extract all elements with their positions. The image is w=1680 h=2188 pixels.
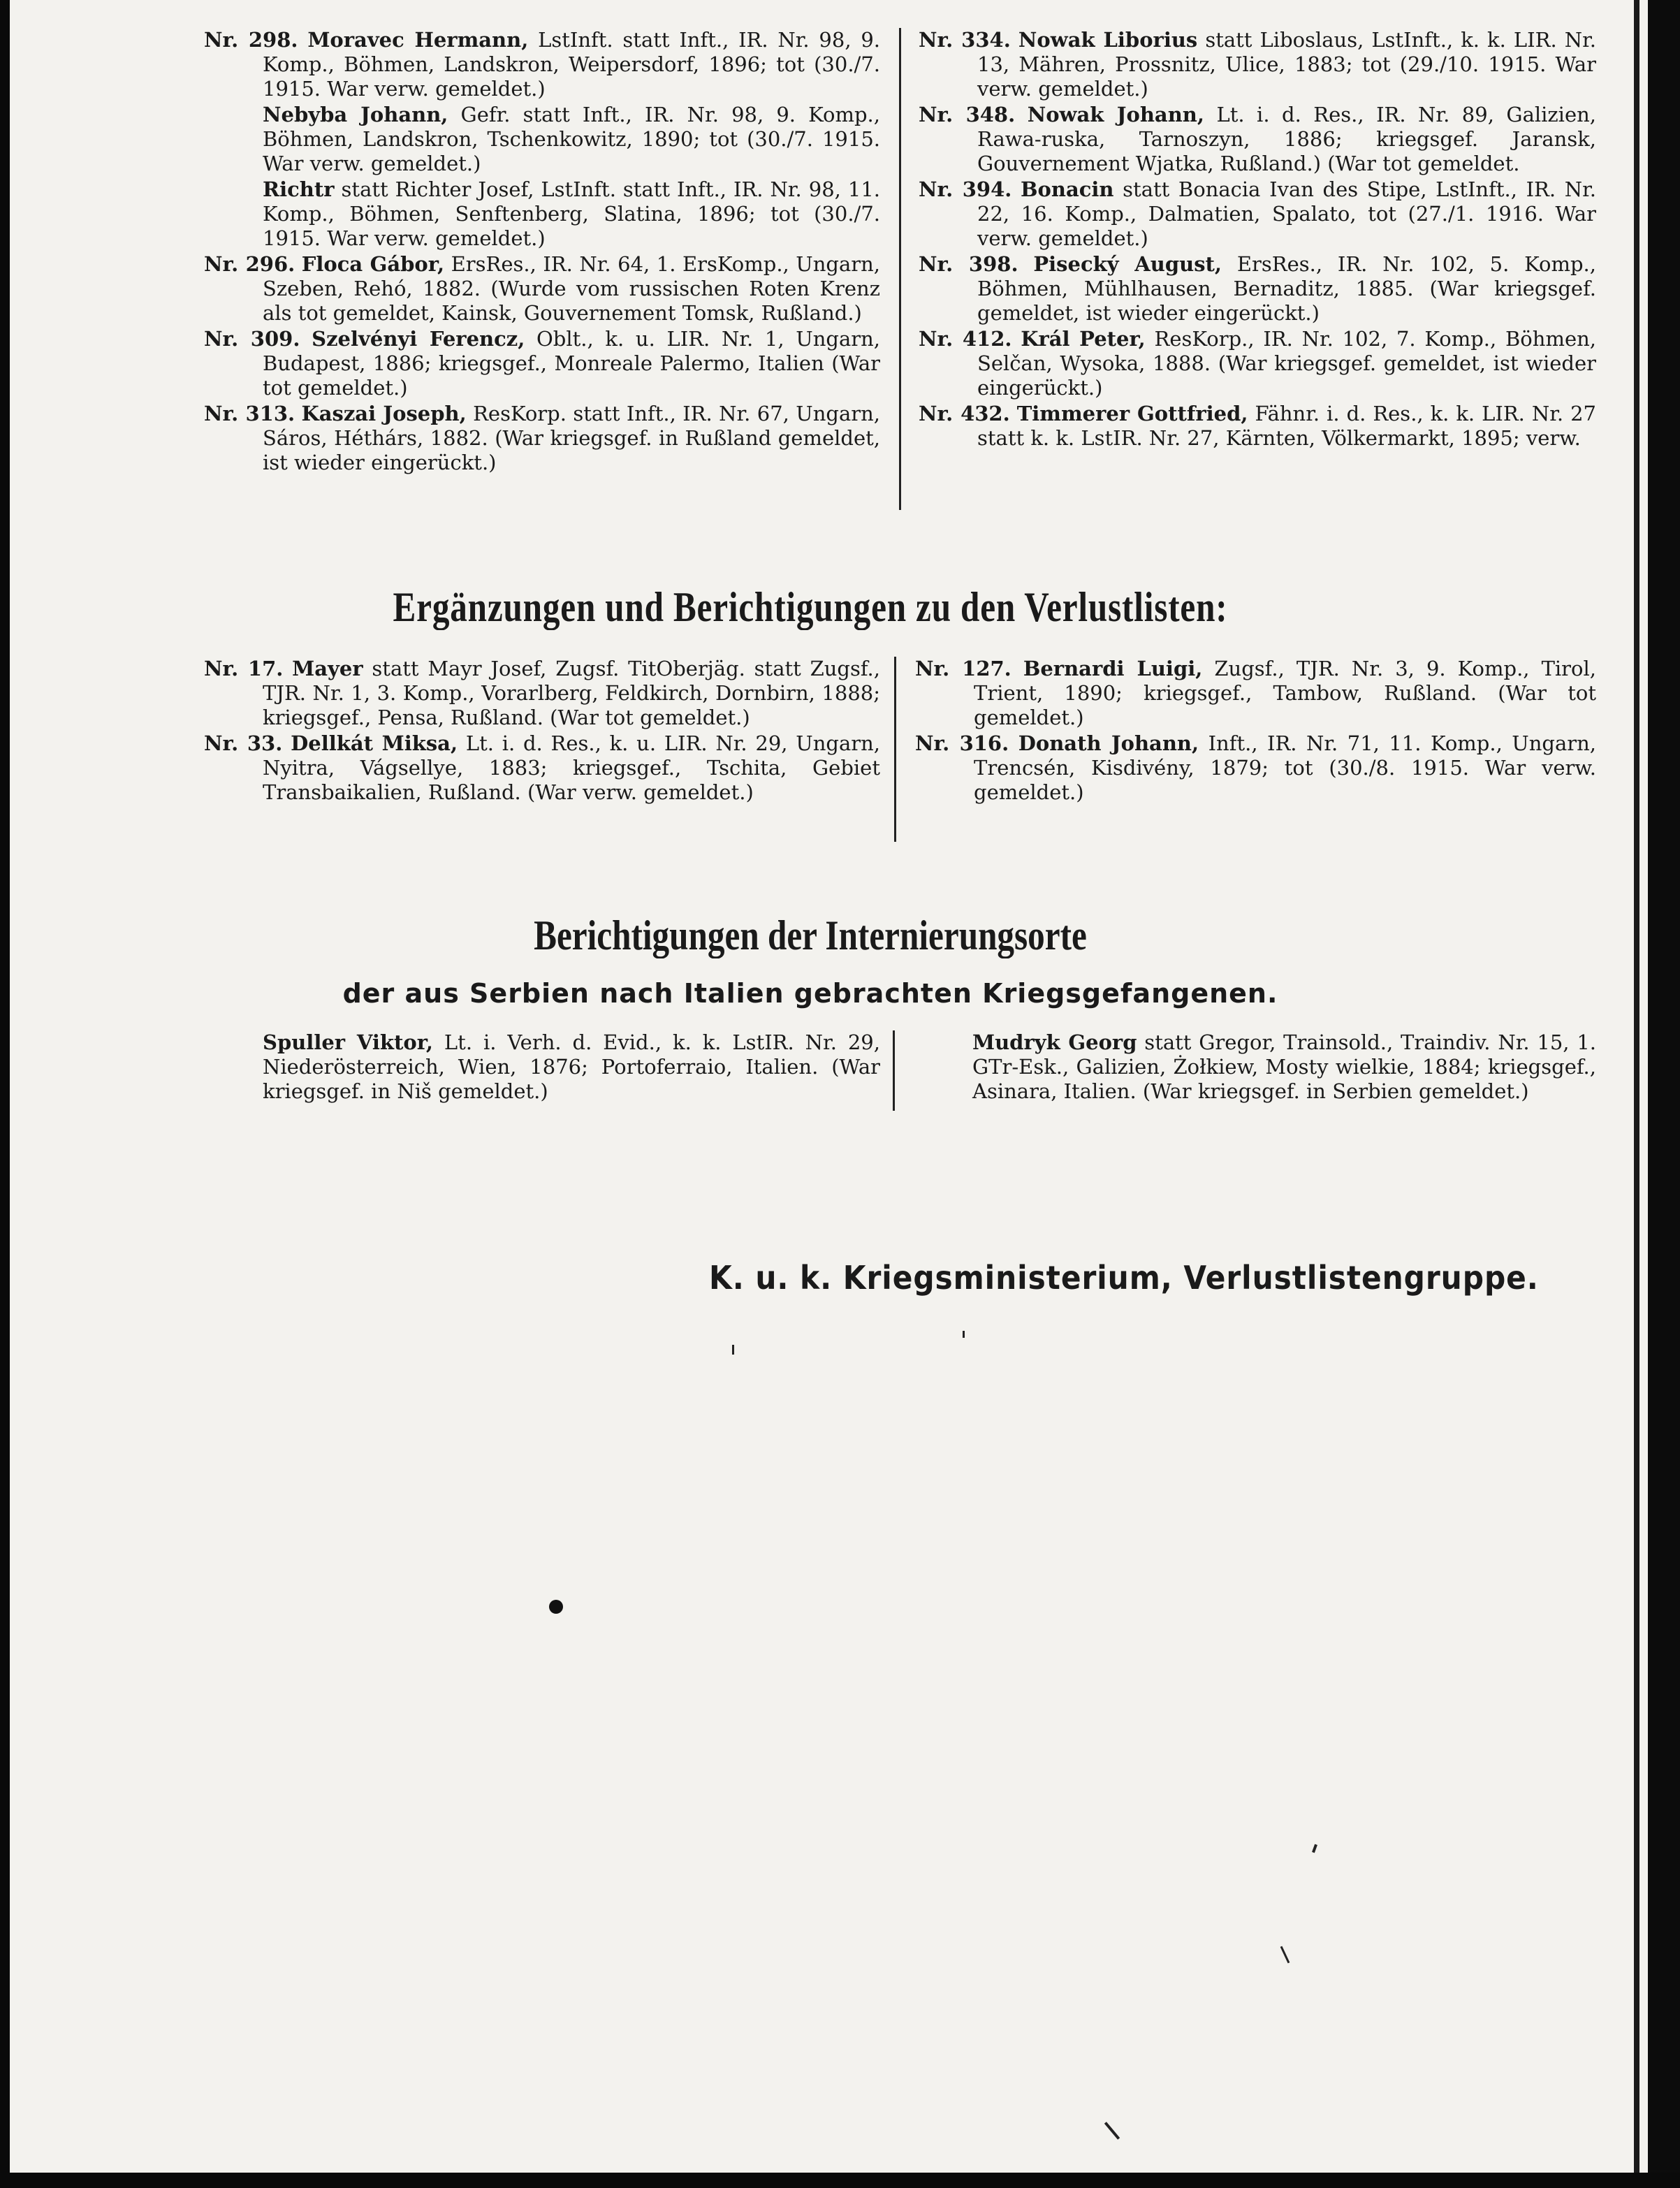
speck xyxy=(1280,1946,1290,1964)
list-entry xyxy=(204,731,880,805)
list-entry xyxy=(204,252,880,326)
list-entry xyxy=(915,731,1596,805)
entry-number: Nr. 334. xyxy=(919,28,1011,52)
entry-number: Nr. 412. xyxy=(919,327,1012,351)
entry-number: Nr. 432. xyxy=(919,402,1010,425)
entry-details: Fähnr. i. d. Res., k. k. LIR. Nr. 27 statt k. k. LstIR. Nr. 27, Kärnten, Völkermarkt, 1895; verw. xyxy=(977,402,1596,450)
section1-right-column xyxy=(919,28,1596,452)
entry-name: Pisecký August, xyxy=(1033,252,1222,276)
speck xyxy=(1104,2122,1120,2140)
entry-name: Bernardi Luigi, xyxy=(1023,657,1203,680)
list-entry xyxy=(919,327,1596,400)
entry-details: Lt. i. Verh. d. Evid., k. k. LstIR. Nr. 29, Niederösterreich, Wien, 1876; Portoferraio, Italien. (War kriegsgef. in Niš gemeldet.) xyxy=(263,1030,880,1103)
heading-internment-subtitle: der aus Serbien nach Italien gebrachten Kriegsgefangenen. xyxy=(342,978,1278,1009)
entry-details: LstInft. statt Inft., IR. Nr. 98, 9. Komp., Böhmen, Landskron, Weipersdorf, 1896; tot (30./7. 1915. War verw. gemeldet.) xyxy=(263,28,881,101)
entry-name: Mudryk Georg xyxy=(972,1030,1137,1054)
list-entry xyxy=(204,327,880,400)
entry-details: Inft., IR. Nr. 71, 11. Komp., Ungarn, Trencsén, Kisdivény, 1879; tot (30./8. 1915. War verw. gemeldet.) xyxy=(974,731,1597,804)
scan-border-left xyxy=(0,0,10,2188)
list-entry xyxy=(263,103,880,176)
list-entry xyxy=(919,177,1596,251)
speck xyxy=(963,1331,965,1338)
entry-name: Král Peter, xyxy=(1021,327,1146,351)
speck xyxy=(1312,1844,1317,1853)
scan-inner-edge xyxy=(1634,0,1639,2188)
section3-right-column xyxy=(914,1030,1596,1105)
entry-details: Oblt., k. u. LIR. Nr. 1, Ungarn, Budapest, 1886; kriegsgef., Monreale Palermo, Italien (War tot gemeldet.) xyxy=(263,327,881,400)
entry-name: Bonacin xyxy=(1021,177,1114,201)
entry-number: Nr. 348. xyxy=(919,103,1016,126)
column-separator xyxy=(893,1030,895,1111)
entry-name: Mayer xyxy=(292,657,363,680)
heading-supplements: Ergänzungen und Berichtigungen zu den Verlustlisten: xyxy=(393,584,1228,630)
entry-details: ResKorp., IR. Nr. 102, 7. Komp., Böhmen, Selčan, Wysoka, 1888. (War kriegsgef. gemeldet, ist wieder eingerückt.) xyxy=(977,327,1597,400)
entry-name: Dellkát Miksa, xyxy=(291,731,458,755)
list-entry xyxy=(204,657,880,730)
entry-name: Donath Johann, xyxy=(1018,731,1199,755)
entry-number: Nr. 313. xyxy=(204,402,295,425)
entry-details: ErsRes., IR. Nr. 102, 5. Komp., Böhmen, Mühlhausen, Bernaditz, 1885. (War kriegsgef. gemeldet, ist wieder eingerückt.) xyxy=(977,252,1596,325)
entry-details: Gefr. statt Inft., IR. Nr. 98, 9. Komp., Böhmen, Landskron, Tschenkowitz, 1890; tot (30./7. 1915. War verw. gemeldet.) xyxy=(263,103,880,175)
list-entry xyxy=(919,103,1596,176)
entry-number: Nr. 309. xyxy=(204,327,300,351)
entry-name: Szelvényi Ferencz, xyxy=(312,327,525,351)
entry-name: Timmerer Gottfried, xyxy=(1016,402,1248,425)
entry-details: ResKorp. statt Inft., IR. Nr. 67, Ungarn, Sáros, Héthárs, 1882. (War kriegsgef. in Rußland gemeldet, ist wieder eingerückt.) xyxy=(263,402,880,474)
entry-number: Nr. 298. xyxy=(204,28,298,52)
entry-details: statt Mayr Josef, Zugsf. TitOberjäg. statt Zugsf., TJR. Nr. 1, 3. Komp., Vorarlberg, Feldkirch, Dornbirn, 1888; kriegsgef., Pensa, Rußland. (War tot gemeldet.) xyxy=(263,657,880,729)
entry-name: Kaszai Joseph, xyxy=(301,402,467,425)
list-entry xyxy=(972,1030,1596,1104)
entry-name: Floca Gábor, xyxy=(301,252,445,276)
entry-number: Nr. 17. xyxy=(204,657,284,680)
entry-details: Lt. i. d. Res., IR. Nr. 89, Galizien, Rawa-ruska, Tarnoszyn, 1886; kriegsgef. Jaransk, Gouvernement Wjatka, Rußland.) (War tot gemeldet. xyxy=(977,103,1597,175)
entry-name: Spuller Viktor, xyxy=(263,1030,433,1054)
scan-border-right xyxy=(1648,0,1680,2188)
section2-left-column xyxy=(204,657,880,806)
column-separator xyxy=(894,657,896,842)
entry-name: Nebyba Johann, xyxy=(263,103,448,126)
entry-details: statt Gregor, Trainsold., Traindiv. Nr. 15, 1. GTr-Esk., Galizien, Żołkiew, Mosty wielkie, 1884; kriegsgef., Asinara, Italien. (War kriegsgef. in Serbien gemeldet.) xyxy=(972,1030,1596,1103)
entry-name: Nowak Liborius xyxy=(1018,28,1198,52)
entry-details: ErsRes., IR. Nr. 64, 1. ErsKomp., Ungarn, Szeben, Rehó, 1882. (Wurde vom russischen Roten Krenz als tot gemeldet, Kainsk, Gouvernement Tomsk, Rußland.) xyxy=(263,252,881,325)
entry-details: statt Bonacia Ivan des Stipe, LstInft., IR. Nr. 22, 16. Komp., Dalmatien, Spalato, tot (27./1. 1916. War verw. gemeldet.) xyxy=(977,177,1596,250)
section2-right-column xyxy=(915,657,1596,806)
entry-number: Nr. 394. xyxy=(919,177,1012,201)
list-entry xyxy=(919,402,1596,451)
list-entry xyxy=(263,1030,880,1104)
entry-number: Nr. 296. xyxy=(204,252,295,276)
entry-number: Nr. 127. xyxy=(915,657,1011,680)
entry-number: Nr. 33. xyxy=(204,731,283,755)
heading-internment-corrections: Berichtigungen der Internierungsorte xyxy=(534,912,1087,958)
list-entry xyxy=(919,28,1596,101)
entry-details: statt Richter Josef, LstInft. statt Inft., IR. Nr. 98, 11. Komp., Böhmen, Senftenberg, Slatina, 1896; tot (30./7. 1915. War verw. gemeldet.) xyxy=(263,177,880,250)
section3-left-column xyxy=(204,1030,880,1105)
section1-left-column xyxy=(204,28,880,476)
list-entry xyxy=(915,657,1596,730)
list-entry xyxy=(263,177,880,251)
entry-details: statt Liboslaus, LstInft., k. k. LIR. Nr. 13, Mähren, Prossnitz, Ulice, 1883; tot (29./10. 1915. War verw. gemeldet.) xyxy=(977,28,1597,101)
ink-dot xyxy=(549,1600,563,1614)
list-entry xyxy=(204,28,880,101)
ministry-signature: K. u. k. Kriegsministerium, Verlustlistengruppe. xyxy=(709,1259,1539,1297)
scan-border-bottom xyxy=(0,2173,1680,2188)
list-entry xyxy=(204,402,880,475)
entry-name: Nowak Johann, xyxy=(1027,103,1204,126)
list-entry xyxy=(919,252,1596,326)
entry-number: Nr. 398. xyxy=(919,252,1018,276)
speck xyxy=(732,1345,734,1355)
column-separator xyxy=(899,28,901,510)
entry-name: Richtr xyxy=(263,177,335,201)
entry-number: Nr. 316. xyxy=(915,731,1009,755)
entry-name: Moravec Hermann, xyxy=(307,28,529,52)
entry-details: Lt. i. d. Res., k. u. LIR. Nr. 29, Ungarn, Nyitra, Vágsellye, 1883; kriegsgef., Tschita, Gebiet Transbaikalien, Rußland. (War verw. gemeldet.) xyxy=(263,731,880,804)
entry-details: Zugsf., TJR. Nr. 3, 9. Komp., Tirol, Trient, 1890; kriegsgef., Tambow, Rußland. (War tot gemeldet.) xyxy=(974,657,1596,729)
